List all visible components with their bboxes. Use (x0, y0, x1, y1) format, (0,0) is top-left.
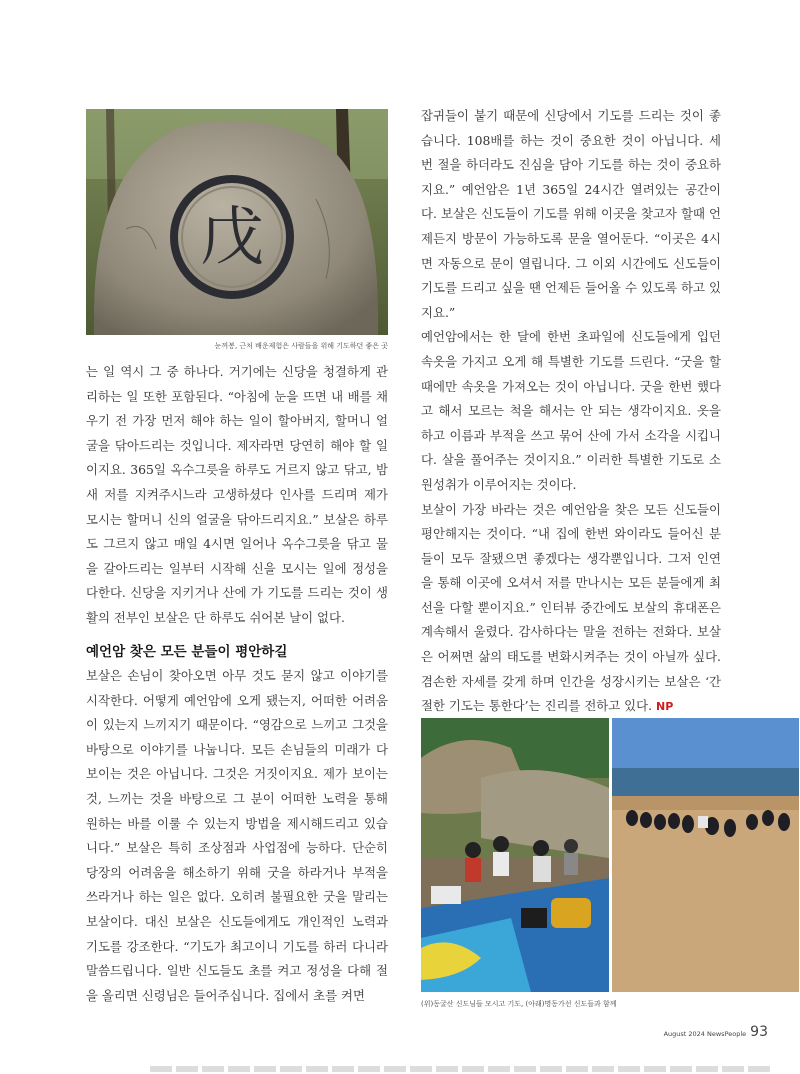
left-column-part-2 (86, 664, 388, 1008)
folio-label: August 2024 NewsPeople (663, 1030, 747, 1038)
stone-carving-illustration (86, 109, 388, 335)
body-paragraph: 는 일 역시 그 중 하나다. 거기에는 신당을 청결하게 관리하는 일 또한 포함된다. “아침에 눈을 뜨면 내 배를 채우기 전 가장 먼저 해야 하는 일이 할아버지, 할머니 얼굴을 닦아드리는 것입니다. 제자라면 당연히 해야 할 일이지요. 365일 옥수그릇을 하루도 거르지 않고 닦고, 밤새 저를 지켜주시느라 고생하셨다 인사를 드리며 제가 모시는 할머니 신의 얼굴을 닦아드리지요.” 보살은 하루도 그르지 않고 매일 4시면 일어나 옥수그릇을 닦고 물을 갈아드리는 일부터 시작해 신을 모시는 일에 정성을 다한다. 신당을 지키거나 산에 가 기도를 드리는 것이 생활의 전부인 보살은 단 하루도 쉬어본 날이 없다. (86, 364, 388, 625)
cave-prayer-illustration (421, 718, 609, 992)
body-paragraph: 예언암에서는 한 달에 한번 초파일에 신도들에게 입던 속옷을 가지고 오게 해 특별한 기도를 드린다. “굿을 할 때에만 속옷을 가져오는 것이 아닙니다. 굿을 한번 했다고 해서 모르는 척을 해서는 안 되는 생각이지요. 옷을 하고 이름과 부적을 쓰고 묶어 산에 가서 소각을 시킵니다. 살을 풀어주는 것이지요.” 이러한 특별한 기도로 소원성취가 이루어지는 것이다. (421, 329, 721, 492)
page-number: 93 (750, 1024, 768, 1040)
end-mark: NP (656, 700, 674, 714)
body-paragraph: 잡귀들이 붙기 때문에 신당에서 기도를 드리는 것이 좋습니다. 108배를 하는 것이 중요한 것이 아닙니다. 세 번 절을 하더라도 진심을 담아 기도를 하는 것이 중요하지요.” 예언암은 1년 365일 24시간 열려있는 공간이다. 보살은 신도들이 기도를 위해 이곳을 찾고자 할때 언제든지 방문이 가능하도록 문을 열어둔다. “이곳은 4시면 자동으로 문이 열립니다. 그 이외 시간에도 신도들이 기도를 드리고 싶을 땐 언제든 들어올 수 있도록 하고 있지요.” (421, 108, 721, 320)
right-column (421, 104, 721, 720)
body-paragraph-text: 보살이 가장 바라는 것은 예언암을 찾은 모든 신도들이 평안해지는 것이다. “내 집에 한번 와이라도 들어신 분들이 모두 잘됐으면 좋겠다는 생각뿐입니다. 그저 인연을 통해 이곳에 오셔서 저를 만나시는 모든 분들에게 최선을 다할 뿐이지요.” 인터뷰 중간에도 보살의 휴대폰은 계속해서 울렸다. 감사하다는 말을 전하는 전화다. 보살은 어쩌면 삶의 태도를 변화시켜주는 것이 아닐까 싶다. 겸손한 자세를 갖게 하며 인간을 성장시키는 보살은 ‘간절한 기도는 통한다’는 진리를 전하고 있다. (421, 501, 721, 714)
section-heading: 예언암 찾은 모든 분들이 평안하길 (86, 644, 288, 660)
page-folio (664, 1024, 768, 1040)
carved-glyph: 戊 (200, 201, 264, 275)
next-page-bleed (150, 1066, 770, 1072)
left-column-part-1 (86, 360, 388, 631)
body-paragraph-final (421, 498, 721, 720)
beach-prayer-photo (612, 718, 799, 992)
top-photo-caption: 눈꺼봉, 근처 배운제험은 사람들을 위해 기도하던 좋은 곳 (214, 342, 388, 350)
beach-prayer-illustration (612, 718, 799, 992)
body-paragraph: 보살은 손님이 찾아오면 아무 것도 묻지 않고 이야기를 시작한다. 어떻게 예언암에 오게 됐는지, 어떠한 어려움이 있는지 느끼지기 때문이다. “영감으로 느끼고 그것을 바탕으로 이야기를 나눕니다. 모든 손님들의 미래가 다 보이는 것은 아닙니다. 그것은 거짓이지요. 제가 보이는 것, 느끼는 것을 바탕으로 그 분이 어떠한 노력을 통해 원하는 바를 이룰 수 있는지 방법을 제시해드리고 있습니다.” 보살은 특히 조상점과 사업점에 능하다. 단순히 당장의 어려움을 해소하기 위해 굿을 하라거나 부적을 쓰라거나 하는 일은 없다. 오히려 불필요한 굿을 말리는 보살이다. 대신 보살은 신도들에게도 개인적인 노력과 기도를 강조한다. “기도가 최고이니 기도를 하러 다니라 말씀드립니다. 일반 신도들도 초를 켜고 정성을 다해 절을 올리면 신령님은 들어주십니다. 집에서 초를 켜면 (86, 668, 388, 1003)
cave-prayer-photo (421, 718, 609, 992)
bottom-photos-caption: (위)동굴산 신도님들 모시고 기도, (아래)명동가선 신도들과 함께 (421, 1000, 617, 1008)
stone-carving-photo (86, 109, 388, 335)
